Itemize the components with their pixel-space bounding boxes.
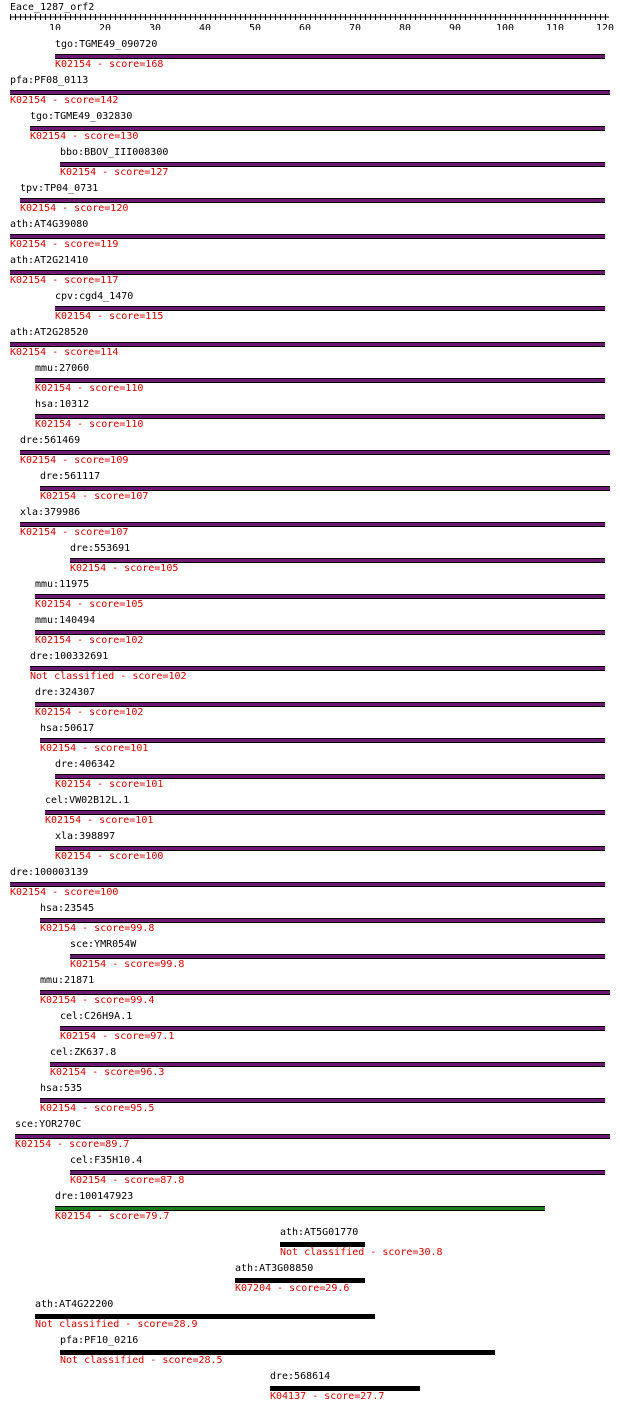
hit-score-label[interactable]: K02154 - score=96.3 [50,1067,165,1078]
hit-score-label[interactable]: K02154 - score=101 [55,779,164,790]
hit-name-link[interactable]: hsa:50617 [40,723,95,734]
hit-score-label[interactable]: K02154 - score=101 [40,743,149,754]
hit-row[interactable] [0,1083,620,1119]
hit-score-label[interactable]: Not classified - score=28.5 [60,1355,223,1366]
hit-score-label[interactable]: K02154 - score=100 [10,887,119,898]
hit-score-label[interactable]: K02154 - score=102 [35,635,144,646]
hit-score-label[interactable]: K02154 - score=99.8 [70,959,185,970]
hit-row[interactable] [0,1371,620,1407]
hit-name-link[interactable]: mmu:11975 [35,579,90,590]
hit-name-link[interactable]: mmu:21871 [40,975,95,986]
hit-name-link[interactable]: xla:379986 [20,507,81,518]
hit-score-label[interactable]: K02154 - score=120 [20,203,129,214]
hit-name-link[interactable]: cpv:cgd4_1470 [55,291,134,302]
hit-row[interactable] [0,1299,620,1335]
hit-name-link[interactable]: dre:561117 [40,471,101,482]
hit-name-link[interactable]: sce:YMR054W [70,939,137,950]
hit-row[interactable] [0,183,620,219]
hit-name-link[interactable]: dre:100332691 [30,651,109,662]
hit-name-link[interactable]: xla:398897 [55,831,116,842]
hit-name-link[interactable]: dre:553691 [70,543,131,554]
hit-score-label[interactable]: K02154 - score=89.7 [15,1139,130,1150]
hit-name-link[interactable]: cel:ZK637.8 [50,1047,117,1058]
hit-name-link[interactable]: dre:406342 [55,759,116,770]
hit-name-link[interactable]: dre:568614 [270,1371,331,1382]
ruler-tick-label: 110 [545,23,565,30]
hit-row[interactable] [0,795,620,831]
query-name: Eace_1287_orf2 [10,2,95,13]
hit-row[interactable] [0,363,620,399]
hit-row[interactable] [0,543,620,579]
hit-score-label[interactable]: K02154 - score=105 [35,599,144,610]
hit-name-link[interactable]: hsa:23545 [40,903,95,914]
hit-score-label[interactable]: K02154 - score=107 [20,527,129,538]
hit-name-link[interactable]: bbo:BBOV_III008300 [60,147,169,158]
hit-row[interactable] [0,579,620,615]
hit-name-link[interactable]: pfa:PF10_0216 [60,1335,139,1346]
hit-score-label[interactable]: K02154 - score=109 [20,455,129,466]
hit-row[interactable] [0,75,620,111]
hit-row[interactable] [0,939,620,975]
hit-score-label[interactable]: K02154 - score=100 [55,851,164,862]
hit-row[interactable] [0,615,620,651]
hit-row[interactable] [0,1263,620,1299]
position-ruler [0,0,620,30]
hit-score-label[interactable]: K02154 - score=87.8 [70,1175,185,1186]
hit-score-label[interactable]: K02154 - score=168 [55,59,164,70]
hit-row[interactable] [0,759,620,795]
hit-row[interactable] [0,1119,620,1155]
hit-name-link[interactable]: cel:VW02B12L.1 [45,795,130,806]
hit-row[interactable] [0,39,620,75]
hit-name-link[interactable]: mmu:27060 [35,363,90,374]
hit-score-label[interactable]: K02154 - score=102 [35,707,144,718]
hit-row[interactable] [0,435,620,471]
hit-score-label[interactable]: K04137 - score=27.7 [270,1391,385,1402]
hit-row[interactable] [0,111,620,147]
hit-row[interactable] [0,831,620,867]
hit-score-label[interactable]: Not classified - score=102 [30,671,187,682]
hit-score-label[interactable]: K02154 - score=105 [70,563,179,574]
hit-row[interactable] [0,471,620,507]
hit-score-label[interactable]: K02154 - score=130 [30,131,139,142]
hit-name-link[interactable]: tpv:TP04_0731 [20,183,99,194]
ruler-tick-label: 70 [348,23,362,30]
ruler-tick-label: 20 [98,23,112,30]
ruler-tick-label: 60 [298,23,312,30]
hit-score-label[interactable]: K02154 - score=117 [10,275,119,286]
hit-score-label[interactable]: K02154 - score=110 [35,419,144,430]
hit-row[interactable] [0,399,620,435]
hit-row[interactable] [0,867,620,903]
hit-score-label[interactable]: K02154 - score=119 [10,239,119,250]
hit-score-label[interactable]: K02154 - score=107 [40,491,149,502]
ruler-tick-label: 90 [448,23,462,30]
hit-row[interactable] [0,147,620,183]
hit-row[interactable] [0,903,620,939]
hit-name-link[interactable]: tgo:TGME49_090720 [55,39,158,50]
hit-score-label[interactable]: K07204 - score=29.6 [235,1283,350,1294]
hit-score-label[interactable]: K02154 - score=110 [35,383,144,394]
ruler-tick-label: 10 [48,23,62,30]
ruler-tick-label: 100 [495,23,515,30]
hit-score-label[interactable]: K02154 - score=95.5 [40,1103,155,1114]
hit-score-label[interactable]: K02154 - score=79.7 [55,1211,170,1222]
hit-score-label[interactable]: Not classified - score=30.8 [280,1247,443,1258]
hit-row[interactable] [0,687,620,723]
hit-name-link[interactable]: sce:YOR270C [15,1119,82,1130]
hit-name-link[interactable]: dre:100147923 [55,1191,134,1202]
hit-name-link[interactable]: cel:C26H9A.1 [60,1011,133,1022]
hit-score-label[interactable]: K02154 - score=114 [10,347,119,358]
hit-row[interactable] [0,975,620,1011]
ruler-tick-label: 30 [148,23,162,30]
hit-name-link[interactable]: ath:AT2G21410 [10,255,89,266]
ruler-tick-label: 80 [398,23,412,30]
hit-score-label[interactable]: K02154 - score=99.4 [40,995,155,1006]
hit-name-link[interactable]: mmu:140494 [35,615,96,626]
hit-row[interactable] [0,291,620,327]
hit-score-label[interactable]: K02154 - score=97.1 [60,1031,175,1042]
hit-name-link[interactable]: ath:AT4G39080 [10,219,89,230]
hit-score-label[interactable]: K02154 - score=115 [55,311,164,322]
hit-row[interactable] [0,1047,620,1083]
hit-row[interactable] [0,1155,620,1191]
hit-row[interactable] [0,327,620,363]
hit-name-link[interactable]: tgo:TGME49_032830 [30,111,133,122]
hit-name-link[interactable]: hsa:535 [40,1083,83,1094]
hit-score-label[interactable]: K02154 - score=142 [10,95,119,106]
hit-name-link[interactable]: dre:324307 [35,687,96,698]
ruler-tick-label: 120 [595,23,615,30]
hit-row[interactable] [0,723,620,759]
hit-row[interactable] [0,1011,620,1047]
hit-name-link[interactable]: cel:F35H10.4 [70,1155,143,1166]
hit-row[interactable] [0,651,620,687]
hit-name-link[interactable]: dre:561469 [20,435,81,446]
hit-score-label[interactable]: K02154 - score=127 [60,167,169,178]
hit-name-link[interactable]: ath:AT3G08850 [235,1263,314,1274]
hit-name-link[interactable]: ath:AT4G22200 [35,1299,114,1310]
hit-row[interactable] [0,1335,620,1371]
hit-row[interactable] [0,219,620,255]
hit-score-label[interactable]: Not classified - score=28.9 [35,1319,198,1330]
hit-name-link[interactable]: dre:100003139 [10,867,89,878]
hit-row[interactable] [0,1191,620,1227]
hit-row[interactable] [0,255,620,291]
hit-score-label[interactable]: K02154 - score=101 [45,815,154,826]
hit-name-link[interactable]: hsa:10312 [35,399,90,410]
hit-score-label[interactable]: K02154 - score=99.8 [40,923,155,934]
hit-name-link[interactable]: ath:AT2G28520 [10,327,89,338]
hit-name-link[interactable]: ath:AT5G01770 [280,1227,359,1238]
hit-row[interactable] [0,507,620,543]
hit-name-link[interactable]: pfa:PF08_0113 [10,75,89,86]
ruler-tick-label: 40 [198,23,212,30]
ruler-tick-label: 50 [248,23,262,30]
hit-row[interactable] [0,1227,620,1263]
